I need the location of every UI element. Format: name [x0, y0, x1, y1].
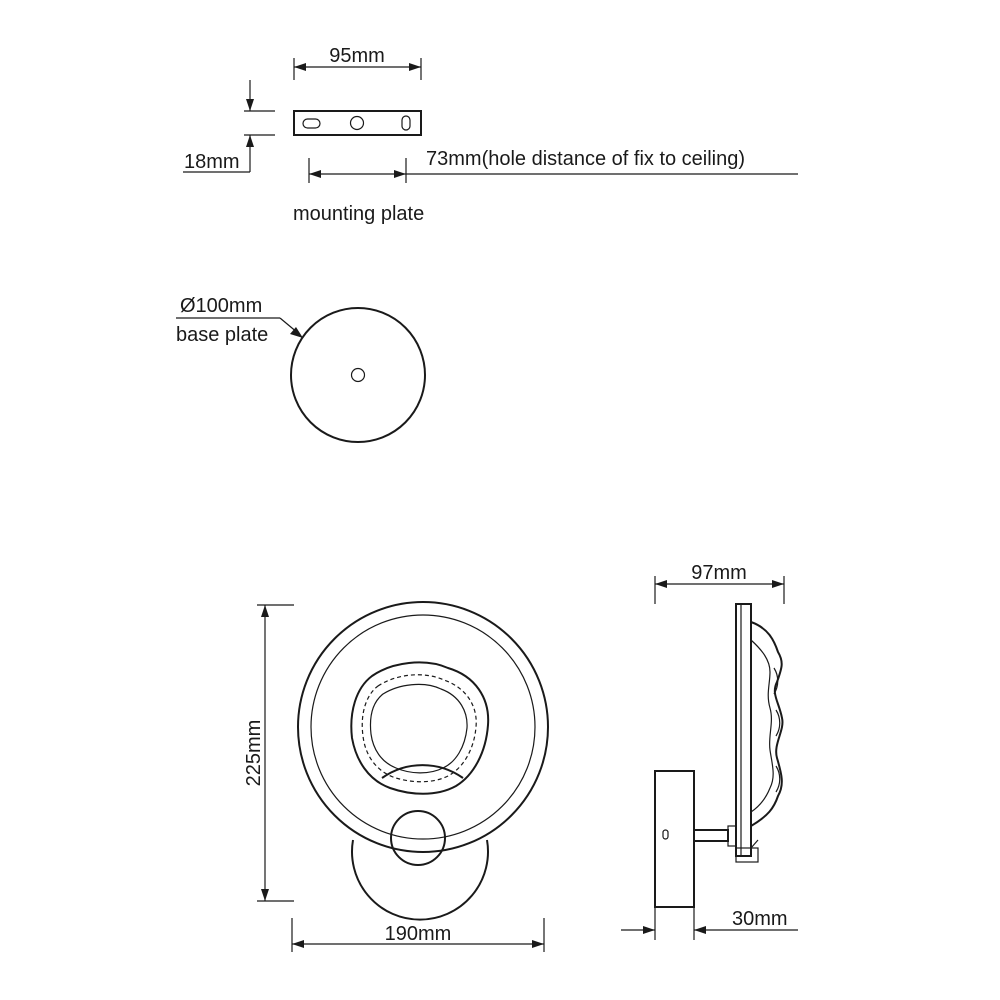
- front-view-height-label: 225mm: [243, 719, 265, 787]
- front-view-inner-ring: [311, 615, 535, 839]
- side-view-base-hole: [663, 830, 668, 839]
- side-view-offset-dimension: [621, 907, 798, 940]
- front-view-crystal-outer: [351, 662, 488, 793]
- front-view-width-dimension: [292, 918, 544, 952]
- mounting-plate-width-label: 95mm: [329, 45, 385, 67]
- side-view-arm-joint: [728, 826, 736, 846]
- mounting-plate-caption: mounting plate: [293, 203, 425, 225]
- side-view-wall-base: [655, 771, 694, 907]
- mounting-plate-hole-distance-dimension: [309, 148, 798, 183]
- mounting-plate-slot-right: [402, 116, 410, 130]
- side-view-offset-label: 30mm: [732, 908, 788, 930]
- mounting-plate-hole-distance-label: 73mm(hole distance of fix to ceiling): [426, 148, 746, 170]
- side-view-crystal-inner: [751, 640, 773, 812]
- side-view-depth-dimension: [655, 562, 784, 604]
- mounting-plate-center-hole: [351, 117, 364, 130]
- mounting-plate-width-dimension: [294, 45, 421, 80]
- side-view-lamp-frame: [736, 604, 751, 856]
- side-view-crystal-detail-2: [776, 710, 780, 736]
- side-view-depth-label: 97mm: [691, 562, 747, 584]
- mounting-plate-view: [183, 45, 798, 225]
- front-view: [243, 602, 548, 952]
- mounting-plate-thickness-label: 18mm: [184, 151, 240, 173]
- base-plate-center-hole: [352, 369, 365, 382]
- side-view-arm: [694, 830, 728, 841]
- front-view-crystal-core: [371, 684, 468, 772]
- front-view-width-label: 190mm: [384, 923, 452, 945]
- side-view: [621, 562, 798, 940]
- base-plate-diameter-label: Ø100mm: [180, 295, 263, 317]
- base-plate-caption: base plate: [176, 324, 269, 346]
- front-view-outer-ring: [298, 602, 548, 852]
- base-plate-outline: [291, 308, 425, 442]
- base-plate-view: [176, 295, 425, 442]
- mounting-plate-thickness-dimension: [183, 80, 275, 173]
- front-view-height-dimension: [243, 605, 294, 901]
- mounting-plate-slot-left: [303, 119, 320, 128]
